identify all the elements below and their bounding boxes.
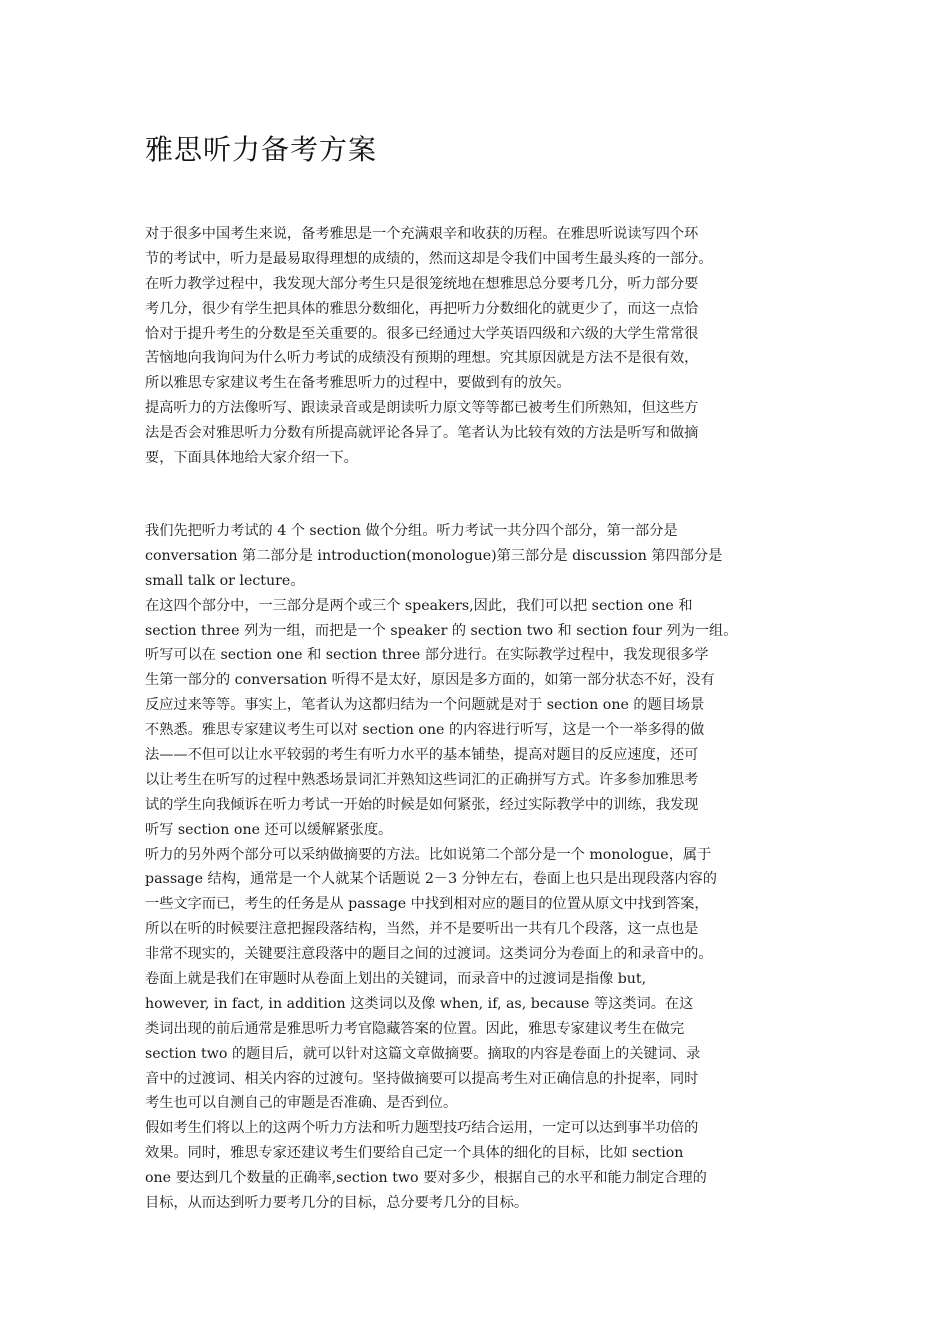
text-line: one 要达到几个数量的正确率,section two 要对多少，根据自己的水平和能力制定合理的 [145,1170,707,1187]
text-line: 听力的另外两个部分可以采纳做摘要的方法。比如说第二个部分是一个 monologue，属于 [145,846,712,863]
text-line: 非常不现实的，关键要注意段落中的题目之间的过渡词。这类词分为卷面上的和录音中的。 [145,946,713,963]
text-line: 类词出现的前后通常是雅思听力考官隐藏答案的位置。因此，雅思专家建议考生在做完 [145,1020,685,1037]
text-line: passage 结构，通常是一个人就某个话题说 2－3 分钟左右，卷面上也只是出现段落内容的 [145,871,717,888]
text-line: 听写 section one 还可以缓解紧张度。 [145,821,393,838]
page-title: 雅思听力备考方案 [145,133,378,166]
intro-paragraphs [145,222,825,471]
text-line: 一些文字而已，考生的任务是从 passage 中找到相对应的题目的位置从原文中找到答案， [145,896,709,913]
text-line: 以让考生在听写的过程中熟悉场景词汇并熟知这些词汇的正确拼写方式。许多参加雅思考 [145,771,699,788]
text-line: 效果。同时，雅思专家还建议考生们要给自己定一个具体的细化的目标，比如 section [145,1145,684,1162]
text-line: 反应过来等等。事实上，笔者认为这都归结为一个问题就是对于 section one 的题目场景 [145,697,705,714]
text-line: section two 的题目后，就可以针对这篇文章做摘要。摘取的内容是卷面上的关键词、录 [145,1045,701,1062]
text-line: 假如考生们将以上的这两个听力方法和听力题型技巧结合运用，一定可以达到事半功倍的 [145,1120,699,1137]
text-line: 对于很多中国考生来说，备考雅思是一个充满艰辛和收获的历程。在雅思听说读写四个环 [145,226,699,242]
text-line: 听写可以在 section one 和 section three 部分进行。在实际教学过程中，我发现很多学 [145,647,709,664]
text-line: 所以在听的时候要注意把握段落结构，当然，并不是要听出一共有几个段落，这一点也是 [145,921,699,938]
method-paragraphs [145,519,825,1216]
text-line: 苦恼地向我询问为什么听力考试的成绩没有预期的理想。究其原因就是方法不是很有效， [145,350,699,367]
text-line: 目标，从而达到听力要考几分的目标，总分要考几分的目标。 [145,1195,529,1212]
text-line: 生第一部分的 conversation 听得不是太好，原因是多方面的，如第一部分状态不好，没有 [145,672,715,689]
text-line: 法——不但可以让水平较弱的考生有听力水平的基本铺垫，提高对题目的反应速度，还可 [145,747,699,764]
text-line: however, in fact, in addition 这类词以及像 when, if, as, because 等这类词。在这 [145,995,694,1012]
text-line: 卷面上就是我们在审题时从卷面上划出的关键词，而录音中的过渡词是指像 but, [145,971,647,988]
text-line: 考生也可以自测自己的审题是否准确、是否到位。 [145,1095,458,1112]
text-line: small talk or lecture。 [145,572,305,589]
text-line: 节的考试中，听力是最易取得理想的成绩的，然而这却是令我们中国考生最头疼的一部分。 [145,250,713,267]
text-line: conversation 第二部分是 introduction(monologue)第三部分是 discussion 第四部分是 [145,547,723,564]
text-line: 所以雅思专家建议考生在备考雅思听力的过程中，要做到有的放矢。 [145,375,571,392]
text-line: 法是否会对雅思听力分数有所提高就评论各异了。笔者认为比较有效的方法是听写和做摘 [145,425,699,442]
text-line: 恰对于提升考生的分数是至关重要的。很多已经通过大学英语四级和六级的大学生常常很 [145,325,699,342]
text-line: 音中的过渡词、相关内容的过渡句。坚持做摘要可以提高考生对正确信息的扑捉率，同时 [145,1070,699,1087]
text-line: 考几分，很少有学生把具体的雅思分数细化，再把听力分数细化的就更少了，而这一点恰 [145,300,699,317]
text-line: 不熟悉。雅思专家建议考生可以对 section one 的内容进行听写，这是一个一举多得的做 [145,722,705,739]
text-line: 试的学生向我倾诉在听力考试一开始的时候是如何紧张，经过实际教学中的训练，我发现 [145,796,699,813]
text-line: 在听力教学过程中，我发现大部分考生只是很笼统地在想雅思总分要考几分，听力部分要 [145,275,699,292]
text-line: section three 列为一组，而把是一个 speaker 的 section two 和 section four 列为一组。 [145,622,738,639]
text-line: 提高听力的方法像听写、跟读录音或是朗读听力原文等等都已被考生们所熟知，但这些方 [145,400,699,417]
text-line: 我们先把听力考试的 4 个 section 做个分组。听力考试一共分四个部分，第一部分是 [145,523,678,539]
text-line: 要，下面具体地给大家介绍一下。 [145,450,358,467]
text-line: 在这四个部分中，一三部分是两个或三个 speakers,因此，我们可以把 section one 和 [145,597,693,614]
